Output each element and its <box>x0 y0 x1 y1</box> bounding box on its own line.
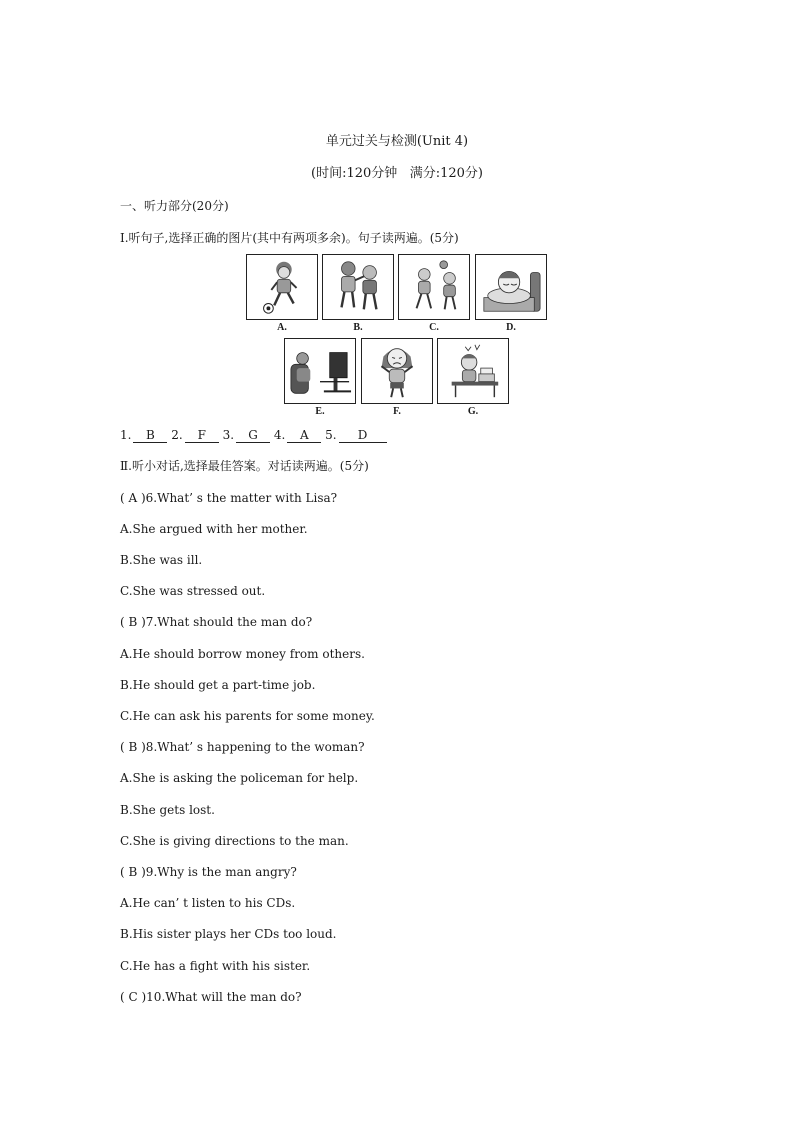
stressed-student-studying-icon <box>438 339 508 403</box>
option-9c: C.He has a fight with his sister. <box>120 959 311 973</box>
question-7: ( B )7.What should the man do? <box>120 615 313 629</box>
picture-label-b: B. <box>353 322 363 333</box>
question-8: ( B )8.What’ s happening to the woman? <box>120 740 365 754</box>
boy-sleeping-icon <box>476 255 546 319</box>
boy-playing-soccer-icon <box>247 255 317 319</box>
page-title: 单元过关与检测(Unit 4) <box>325 134 469 149</box>
option-8c: C.She is giving directions to the man. <box>120 834 349 848</box>
children-playing-ball-icon <box>399 255 469 319</box>
person-watching-tv-icon <box>285 339 355 403</box>
part-two-heading: Ⅱ.听小对话,选择最佳答案。对话读两遍。(5分) <box>120 459 369 473</box>
part-one-heading: Ⅰ.听句子,选择正确的图片(其中有两项多余)。句子读两遍。(5分) <box>120 231 459 245</box>
option-6b: B.She was ill. <box>120 553 203 567</box>
picture-g <box>437 338 509 404</box>
option-8b: B.She gets lost. <box>120 803 215 817</box>
question-6: ( A )6.What’ s the matter with Lisa? <box>120 491 338 505</box>
answer-number: 3. <box>222 428 235 442</box>
answer-blank[interactable]: A <box>287 428 321 443</box>
option-7a: A.He should borrow money from others. <box>120 647 365 661</box>
picture-label-a: A. <box>277 322 287 333</box>
picture-label-e: E. <box>315 406 325 417</box>
option-7b: B.He should get a part-time job. <box>120 678 316 692</box>
section-heading-listening: 一、听力部分(20分) <box>120 199 229 213</box>
option-6c: C.She was stressed out. <box>120 584 266 598</box>
answer-blank[interactable]: B <box>133 428 167 443</box>
option-7c: C.He can ask his parents for some money. <box>120 709 375 723</box>
question-9: ( B )9.Why is the man angry? <box>120 865 297 879</box>
answer-number: 5. <box>325 428 337 442</box>
page-subtitle: (时间:120分钟 满分:120分) <box>311 166 483 181</box>
picture-b <box>322 254 394 320</box>
option-6a: A.She argued with her mother. <box>120 522 308 536</box>
girl-crying-icon <box>362 339 432 403</box>
option-9a: A.He can’ t listen to his CDs. <box>120 896 296 910</box>
picture-f <box>361 338 433 404</box>
option-9b: B.His sister plays her CDs too loud. <box>120 927 337 941</box>
picture-e <box>284 338 356 404</box>
picture-d <box>475 254 547 320</box>
picture-label-g: G. <box>467 406 479 417</box>
answer-blank[interactable]: G <box>236 428 270 443</box>
picture-label-f: F. <box>393 406 401 417</box>
question-10: ( C )10.What will the man do? <box>120 990 302 1004</box>
picture-label-d: D. <box>506 322 516 333</box>
answer-number: 4. <box>273 428 286 442</box>
answer-number: 1. <box>120 428 132 442</box>
answer-blank[interactable]: F <box>185 428 219 443</box>
answer-number: 2. <box>171 428 183 442</box>
picture-a <box>246 254 318 320</box>
option-8a: A.She is asking the policeman for help. <box>120 771 359 785</box>
answer-row <box>120 427 387 443</box>
picture-c <box>398 254 470 320</box>
answer-blank[interactable]: D <box>339 428 387 443</box>
picture-label-c: C. <box>429 322 439 333</box>
children-fighting-icon <box>323 255 393 319</box>
